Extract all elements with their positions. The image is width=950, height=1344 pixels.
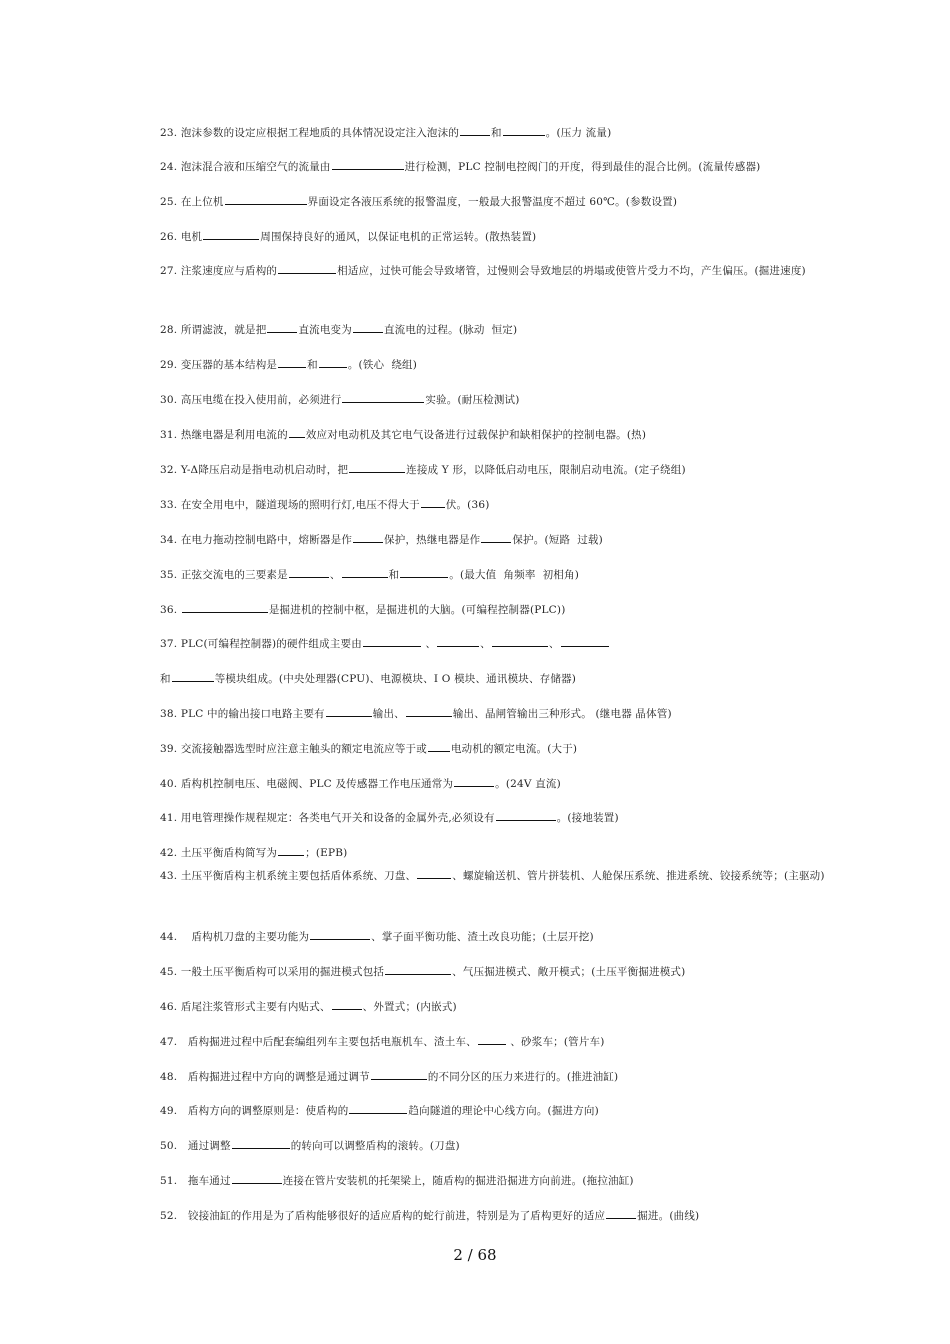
answer-blank [353, 324, 383, 333]
question-text: 和 [491, 127, 502, 139]
answer-blank [496, 812, 556, 821]
question-text: 23. 泡沫参数的设定应根据工程地质的具体情况设定注入泡沫的 [160, 127, 460, 139]
question-text: 41. 用电管理操作规程规定：各类电气开关和设备的金属外壳,必须设有 [160, 812, 495, 824]
question-q30 [160, 390, 850, 411]
question-q37b [160, 669, 850, 690]
answer-blank [481, 534, 511, 543]
question-text: 是掘进机的控制中枢，是掘进机的大脑。(可编程控制器(PLC)) [268, 604, 566, 616]
question-text: 和 [388, 569, 400, 581]
question-text: 输出、晶闸管输出三种形式。 (继电器 晶体管) [452, 708, 672, 720]
question-text: ；(EPB) [305, 847, 348, 859]
question-text: 48. 盾构掘进过程中方向的调整是通过调节 [160, 1071, 370, 1083]
answer-blank [332, 1001, 362, 1010]
question-q47 [160, 1032, 850, 1053]
answer-blank [428, 743, 450, 752]
question-text: 、砂浆车；(管片车) [506, 1036, 605, 1048]
question-q50 [160, 1136, 850, 1157]
question-q23 [160, 123, 850, 144]
answer-blank [417, 870, 451, 879]
answer-blank [353, 534, 383, 543]
answer-blank [172, 673, 214, 682]
answer-blank [406, 708, 452, 717]
answer-blank [278, 265, 336, 274]
question-text: 周围保持良好的通风，以保证电机的正常运转。(散热装置) [260, 231, 537, 243]
question-q52 [160, 1206, 850, 1227]
question-text: 。(24V 直流) [495, 778, 561, 790]
answer-blank [289, 569, 329, 578]
question-q28 [160, 320, 850, 341]
answer-blank [342, 394, 424, 403]
page-number: 2 / 68 [453, 1246, 497, 1264]
question-text: 45. 一般土压平衡盾构可以采用的掘进模式包括 [160, 966, 385, 978]
question-text: 34. 在电力拖动控制电路中，熔断器是作 [160, 534, 353, 546]
answer-blank [400, 569, 448, 578]
answer-blank [492, 638, 548, 647]
question-text: 40. 盾构机控制电压、电磁阀、PLC 及传感器工作电压通常为 [160, 778, 454, 790]
question-text: 30. 高压电缆在投入使用前，必须进行 [160, 394, 342, 406]
question-q51 [160, 1171, 850, 1192]
question-text: 、气压掘进模式、敞开模式；(土压平衡掘进模式) [452, 966, 686, 978]
answer-blank [503, 127, 545, 136]
question-text: 43. 土压平衡盾构主机系统主要包括盾体系统、刀盘、 [160, 870, 417, 882]
answer-blank [232, 1175, 282, 1184]
question-text: 35. 正弦交流电的三要素是 [160, 569, 288, 581]
question-q44 [160, 927, 850, 948]
answer-blank [349, 1105, 407, 1114]
question-text: 。(接地装置) [556, 812, 619, 824]
question-text: 38. PLC 中的输出接口电路主要有 [160, 708, 325, 720]
answer-blank [267, 324, 297, 333]
question-q46 [160, 997, 850, 1018]
answer-blank [310, 931, 370, 940]
question-text: 、掌子面平衡功能、渣土改良功能；(土层开挖) [371, 931, 594, 943]
question-q27 [160, 261, 850, 282]
question-text: 连接成 Y 形，以降低启动电压，限制启动电流。(定子绕组) [406, 464, 686, 476]
question-text: 的不同分区的压力来进行的。(推进油缸) [427, 1071, 619, 1083]
question-text: 36. [160, 604, 181, 616]
answer-blank [326, 708, 372, 717]
question-text: 进行检测，PLC 控制电控阀门的开度，得到最佳的混合比例。(流量传感器) [404, 161, 761, 173]
question-text: 效应对电动机及其它电气设备进行过载保护和缺相保护的控制电器。(热) [305, 429, 647, 441]
question-text: 连接在管片安装机的托架梁上，随盾构的掘进沿掘进方向前进。(拖拉油缸) [282, 1175, 634, 1187]
question-q26 [160, 227, 850, 248]
question-text: 直流电的过程。(脉动 恒定) [383, 324, 518, 336]
question-text: 直流电变为 [298, 324, 352, 336]
answer-blank [349, 464, 405, 473]
answer-blank [421, 499, 445, 508]
question-q39 [160, 739, 850, 760]
question-text: 电动机的额定电流。(大于) [450, 743, 578, 755]
question-text: 26. 电机 [160, 231, 203, 243]
question-q31 [160, 425, 850, 446]
answer-blank [319, 359, 347, 368]
question-text: 25. 在上位机 [160, 196, 224, 208]
question-text: 趋向隧道的理论中心线方向。(掘进方向) [408, 1105, 599, 1117]
question-q36 [160, 600, 850, 621]
question-text: 和 [160, 673, 171, 685]
answer-blank [278, 359, 306, 368]
question-q43 [160, 866, 850, 887]
answer-blank [561, 638, 609, 647]
question-text: 、 [421, 638, 437, 650]
question-text: 44. 盾构机刀盘的主要功能为 [160, 931, 310, 943]
answer-blank [232, 1140, 290, 1149]
answer-blank [460, 127, 490, 136]
answer-blank [203, 231, 259, 240]
answer-blank [363, 638, 421, 647]
question-text: 、螺旋输送机、管片拼装机、人舱保压系统、推进系统、铰接系统等；(主驱动) [452, 870, 825, 882]
question-q40 [160, 774, 850, 795]
question-text: 33. 在安全用电中，隧道现场的照明行灯,电压不得大于 [160, 499, 420, 511]
question-text: 、 [480, 638, 491, 650]
question-text: 和 [307, 359, 318, 371]
question-q45 [160, 962, 850, 983]
question-q34 [160, 530, 850, 551]
question-text: 输出、 [372, 708, 405, 720]
answer-blank [454, 778, 494, 787]
question-text: 相适应，过快可能会导致堵管，过慢则会导致地层的坍塌或使管片受力不均，产生偏压。(掘进速度) [337, 265, 806, 277]
question-text: 28. 所谓滤波，就是把 [160, 324, 267, 336]
question-q35 [160, 565, 850, 586]
question-text: 。(铁心 绕组) [347, 359, 418, 371]
question-text: 伏。(36) [445, 499, 490, 511]
answer-blank [385, 966, 451, 975]
question-text: 29. 变压器的基本结构是 [160, 359, 278, 371]
question-text: 等模块组成。(中央处理器(CPU)、电源模块、I O 模块、通讯模块、存储器) [214, 673, 577, 685]
question-text: 。(最大值 角频率 初相角) [449, 569, 579, 581]
question-text: 49. 盾构方向的调整原则是：使盾构的 [160, 1105, 349, 1117]
answer-blank [332, 161, 404, 170]
answer-blank [342, 569, 388, 578]
question-q48 [160, 1067, 850, 1088]
question-text: 37. PLC(可编程控制器)的硬件组成主要由 [160, 638, 362, 650]
question-text: 、外置式；(内嵌式) [362, 1001, 457, 1013]
answer-blank [437, 638, 479, 647]
question-q33 [160, 495, 850, 516]
question-text: 保护，热继电器是作 [384, 534, 481, 546]
answer-blank [278, 847, 304, 856]
question-text: 保护。(短路 过载) [512, 534, 603, 546]
question-q38 [160, 704, 850, 725]
answer-blank [225, 196, 307, 205]
question-text: 实验。(耐压检测试) [425, 394, 520, 406]
question-q49 [160, 1101, 850, 1122]
question-text: 31. 热继电器是利用电流的 [160, 429, 288, 441]
answer-blank [371, 1071, 427, 1080]
question-text: 51. 拖车通过 [160, 1175, 231, 1187]
answer-blank [478, 1036, 506, 1045]
question-q24 [160, 157, 850, 178]
question-text: 掘进。(曲线) [637, 1210, 700, 1222]
question-text: 42. 土压平衡盾构简写为 [160, 847, 278, 859]
question-text: 、 [548, 638, 560, 650]
question-q29 [160, 355, 850, 376]
answer-blank [289, 429, 305, 438]
question-text: 52. 铰接油缸的作用是为了盾构能够很好的适应盾构的蛇行前进，特别是为了盾构更好的适应 [160, 1210, 606, 1222]
question-text: 32. Y-Δ降压启动是指电动机启动时，把 [160, 464, 349, 476]
question-q37a [160, 634, 850, 655]
question-text: 46. 盾尾注浆管形式主要有内贴式、 [160, 1001, 331, 1013]
question-text: 24. 泡沫混合液和压缩空气的流量由 [160, 161, 331, 173]
question-text: 27. 注浆速度应与盾构的 [160, 265, 278, 277]
answer-blank [606, 1210, 636, 1219]
question-text: 、 [329, 569, 341, 581]
question-text: 50. 通过调整 [160, 1140, 231, 1152]
question-q41 [160, 808, 850, 829]
question-q42 [160, 843, 850, 864]
question-q25 [160, 192, 850, 213]
question-text: 47. 盾构掘进过程中后配套编组列车主要包括电瓶机车、渣土车、 [160, 1036, 477, 1048]
question-q32 [160, 460, 850, 481]
answer-blank [182, 604, 268, 613]
question-text: 39. 交流接触器选型时应注意主触头的额定电流应等于或 [160, 743, 427, 755]
question-text: 界面设定各液压系统的报警温度，一般最大报警温度不超过 60℃。(参数设置) [307, 196, 678, 208]
question-text: 。(压力 流量) [545, 127, 612, 139]
question-text: 的转向可以调整盾构的滚转。(刀盘) [290, 1140, 460, 1152]
